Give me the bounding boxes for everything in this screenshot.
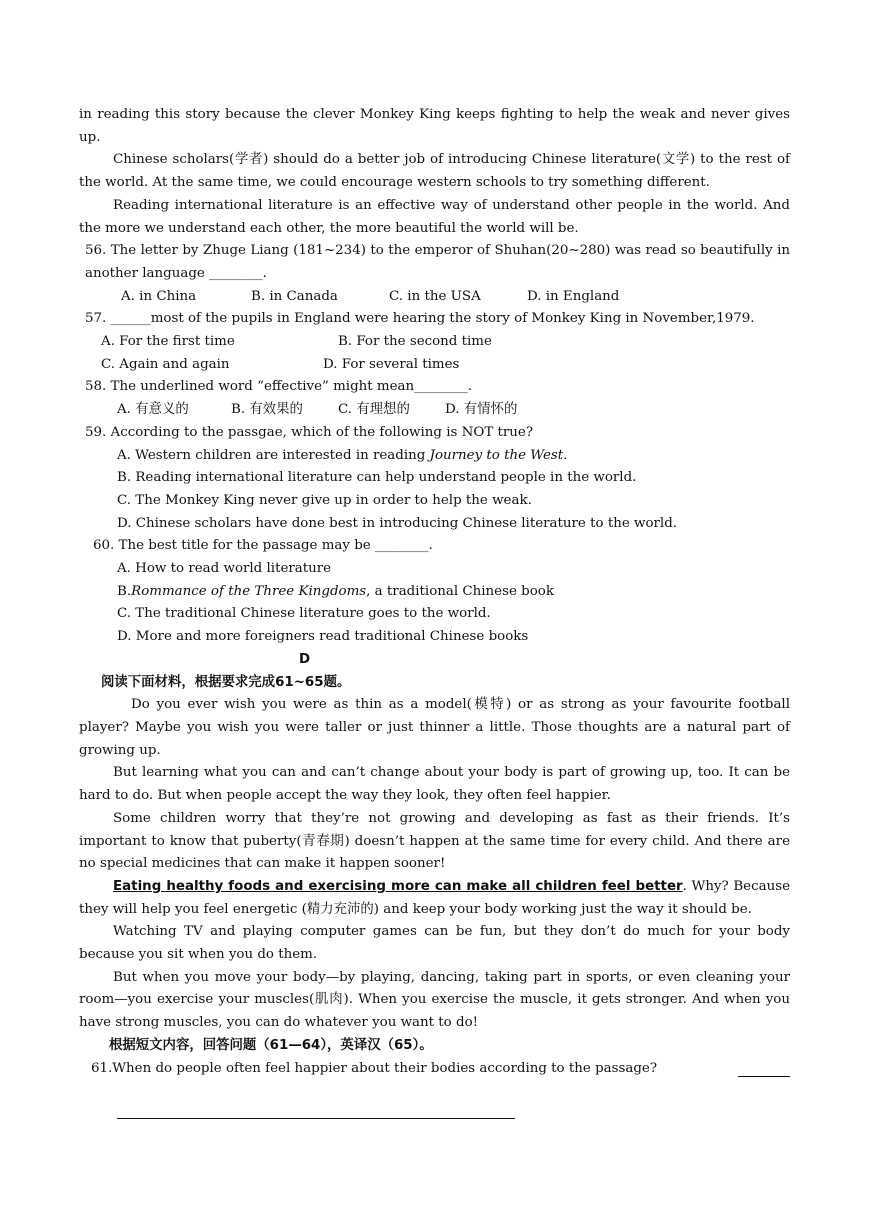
passage-d-paragraph-3: Some children worry that they’re not growing and developing as fast as their friends. It’s important to know that puberty(青春期) doesn’t happen at the same time for every child. And there are no special medicines that can make it happen sooner! [79, 810, 790, 872]
question-56-option-d: D. in England [527, 288, 620, 304]
document-content [79, 104, 790, 1080]
section-d-heading: D [298, 651, 311, 667]
question-60-option-c: C. The traditional Chinese literature goes to the world. [117, 606, 491, 622]
question-56-options [79, 286, 790, 309]
question-57-option-a: A. For the first time [101, 334, 235, 350]
question-58-option-d: D. 有情怀的 [445, 402, 518, 418]
question-59-stem: 59. According to the passgae, which of the following is NOT true? [85, 424, 534, 440]
question-60-option-d: D. More and more foreigners read traditional Chinese books [117, 629, 529, 645]
question-57-option-b: B. For the second time [338, 334, 492, 350]
question-58-option-b: B. 有效果的 [231, 402, 303, 418]
question-59-option-d: D. Chinese scholars have done best in introducing Chinese literature to the world. [117, 515, 678, 531]
section-d-instruction: 阅读下面材料，根据要求完成61~65题。 [101, 674, 351, 690]
passage-c-paragraph-2: Chinese scholars(学者) should do a better job of introducing Chinese literature(文学) to the rest of the world. At the same time, we could encourage western schools to try something different. [79, 152, 790, 191]
question-61 [79, 1058, 790, 1081]
question-60-stem: 60. The best title for the passage may be ________. [93, 538, 433, 554]
book-title-journey-to-the-west: Journey to the West [429, 447, 564, 463]
passage-d-paragraph-1: Do you ever wish you were as thin as a model(模特) or as strong as your favourite football player? Maybe you wish you were taller or just thinner a little. Those thoughts are a natural part of growing up. [79, 697, 790, 758]
question-61-answer-line[interactable] [117, 1118, 515, 1119]
question-59-option-c: C. The Monkey King never give up in order to help the weak. [117, 492, 532, 508]
underlined-sentence: Eating healthy foods and exercising more can make all children feel better [113, 878, 683, 894]
question-56-stem: 56. The letter by Zhuge Liang (181~234) to the emperor of Shuhan(20~280) was read so beautifully in another language ________. [85, 243, 790, 281]
question-60-option-a: A. How to read world literature [117, 561, 332, 577]
section-d-instruction-2: 根据短文内容，回答问题（61—64），英译汉（65）。 [109, 1037, 433, 1053]
passage-d-paragraph-5: Watching TV and playing computer games can be fun, but they don’t do much for your body because you sit when you do them. [79, 924, 790, 963]
passage-d-paragraph-2: But learning what you can and can’t change about your body is part of growing up, too. It can be hard to do. But when people accept the way they look, they often feel happier. [79, 765, 790, 804]
question-58-option-a: A. 有意义的 [117, 402, 189, 418]
question-61-answer-blank[interactable] [738, 1062, 790, 1077]
question-58-option-c: C. 有理想的 [338, 402, 410, 418]
passage-c-paragraph-3: Reading international literature is an effective way of understand other people in the world. And the more we understand each other, the more beautiful the world will be. [79, 197, 790, 236]
question-57-options-row-1 [79, 331, 790, 354]
book-title-romance-of-three-kingdoms: Rommance of the Three Kingdoms [131, 583, 367, 599]
question-56-option-a: A. in China [121, 288, 197, 304]
question-60-option-b: B.Rommance of the Three Kingdoms, a traditional Chinese book [117, 583, 554, 599]
question-58-stem: 58. The underlined word “effective” might mean________. [85, 379, 472, 395]
question-59-option-a: A. Western children are interested in reading Journey to the West. [117, 447, 568, 463]
question-57-stem: 57. ______most of the pupils in England were hearing the story of Monkey King in November,1979. [85, 311, 755, 327]
question-58-options [79, 399, 790, 422]
question-56-option-c: C. in the USA [389, 288, 481, 304]
question-57-options-row-2 [79, 354, 790, 377]
question-61-stem: 61.When do people often feel happier about their bodies according to the passage? [91, 1060, 658, 1076]
passage-d-paragraph-6: But when you move your body—by playing, dancing, taking part in sports, or even cleaning your room—you exercise your muscles(肌肉). When you exercise the muscle, it gets stronger. And when you have strong muscles, you can do whatever you want to do! [79, 969, 790, 1031]
question-57-option-c: C. Again and again [101, 356, 230, 372]
passage-d-paragraph-4: Eating healthy foods and exercising more can make all children feel better. Why? Because they will help you feel energetic (精力充沛的) and keep your body working just the way it should be. [79, 878, 790, 917]
passage-c-paragraph-1: in reading this story because the clever Monkey King keeps fighting to help the weak and never gives up. [79, 107, 790, 145]
question-59-option-b: B. Reading international literature can help understand people in the world. [117, 470, 637, 486]
question-56-option-b: B. in Canada [251, 288, 338, 304]
question-57-option-d: D. For several times [323, 356, 460, 372]
